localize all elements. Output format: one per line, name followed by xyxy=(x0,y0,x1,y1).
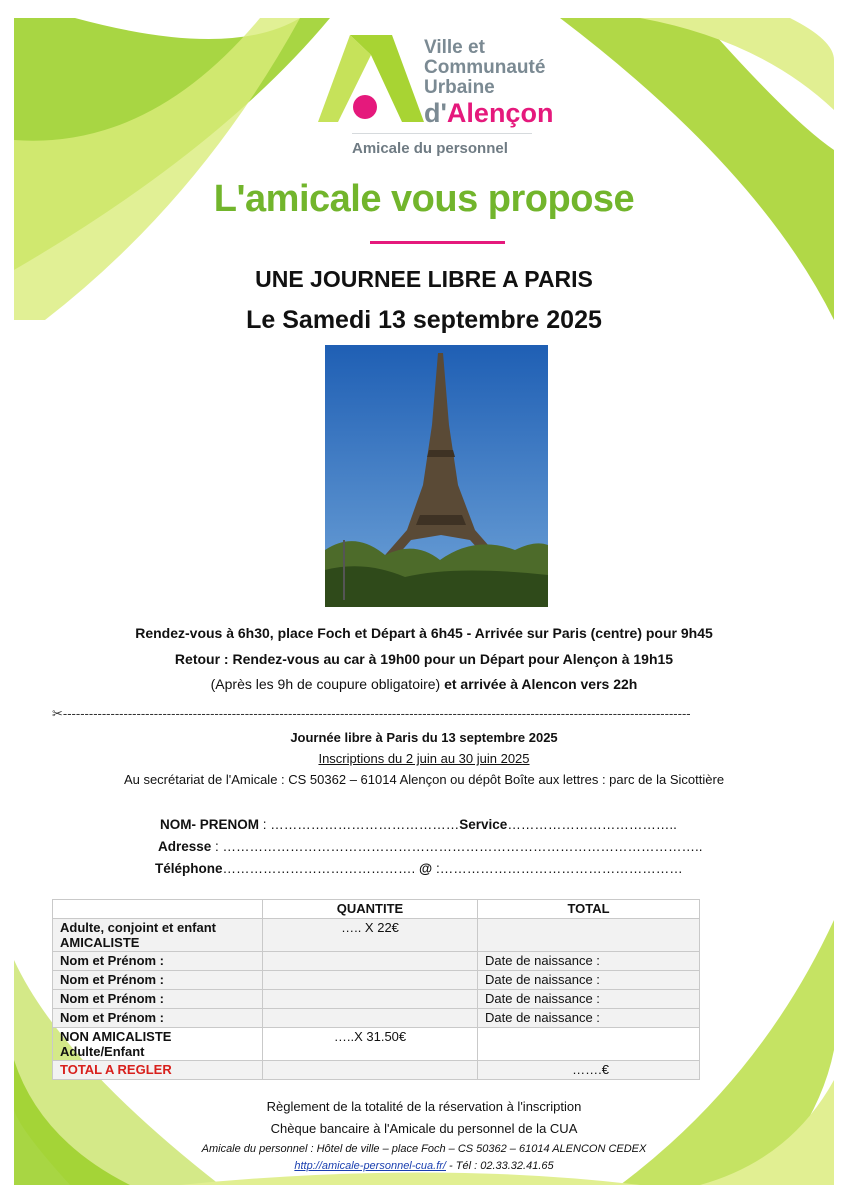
table-header-total: TOTAL xyxy=(478,900,700,919)
person-name-field[interactable] xyxy=(263,990,478,1009)
person-name-field[interactable] xyxy=(263,971,478,990)
non-amicaliste-total[interactable] xyxy=(478,1028,700,1061)
logo-line-1: Ville et xyxy=(424,37,485,58)
amicaliste-label xyxy=(53,919,263,952)
payment-note-1: Règlement de la totalité de la réservation à l'inscription xyxy=(266,1099,582,1114)
logo-line-3: Urbaine xyxy=(424,77,495,98)
cut-line: ✂------------------------------------------------------------------------------------------------------------------------------------------------- xyxy=(52,706,691,721)
event-date: Le Samedi 13 septembre 2025 xyxy=(246,306,602,334)
person-birth-label[interactable]: Date de naissance : xyxy=(478,952,700,971)
logo-subtitle: Amicale du personnel xyxy=(352,140,508,157)
table-row-total xyxy=(53,1061,700,1080)
person-birth-label[interactable]: Date de naissance : xyxy=(478,971,700,990)
person-name-label: Nom et Prénom : xyxy=(53,952,263,971)
contact-web-phone xyxy=(0,1160,848,1172)
phone-field[interactable]: ……………………………………. xyxy=(222,861,420,876)
table-header-quantity: QUANTITE xyxy=(263,900,478,919)
name-label: NOM- PRENOM xyxy=(160,817,259,832)
table-row xyxy=(53,971,700,990)
logo-text xyxy=(424,38,553,128)
event-title: UNE JOURNEE LIBRE A PARIS xyxy=(255,266,593,292)
details-line-3 xyxy=(0,676,848,692)
details-line-1: Rendez-vous à 6h30, place Foch et Départ à 6h45 - Arrivée sur Paris (centre) pour 9h45 xyxy=(135,625,713,641)
address-field[interactable]: : …………………………………………………………………………………………….. xyxy=(211,839,703,854)
total-label: TOTAL A REGLER xyxy=(53,1061,263,1080)
table-row-non-amicaliste xyxy=(53,1028,700,1061)
amicaliste-quantity[interactable]: ….. X 22€ xyxy=(263,919,478,952)
website-link[interactable]: http://amicale-personnel-cua.fr/ xyxy=(294,1160,446,1172)
logo-prefix: d' xyxy=(424,98,447,128)
person-birth-label[interactable]: Date de naissance : xyxy=(478,1009,700,1028)
logo-line-2: Communauté xyxy=(424,57,546,78)
total-empty xyxy=(263,1061,478,1080)
eiffel-tower-photo xyxy=(325,345,548,607)
person-name-label: Nom et Prénom : xyxy=(53,990,263,1009)
name-service-line xyxy=(160,817,677,832)
headline: L'amicale vous propose xyxy=(213,178,635,220)
bottom-center-swoosh xyxy=(180,1173,640,1186)
table-header-empty xyxy=(53,900,263,919)
person-name-label: Nom et Prénom : xyxy=(53,1009,263,1028)
table-row xyxy=(53,1009,700,1028)
phone-label: Téléphone xyxy=(155,861,223,876)
details-line-3-note: (Après les 9h de coupure obligatoire) xyxy=(210,676,441,692)
person-name-field[interactable] xyxy=(263,952,478,971)
address-line xyxy=(158,839,703,854)
pricing-table xyxy=(52,899,700,1080)
non-amicaliste-label-line-2: Adulte/Enfant xyxy=(60,1044,145,1059)
amicaliste-label-line-2: AMICALISTE xyxy=(60,935,140,950)
contact-phone: - Tél : 02.33.32.41.65 xyxy=(446,1160,554,1172)
logo-city-name: Alençon xyxy=(446,98,554,128)
details-line-3-arrival: et arrivée à Alencon vers 22h xyxy=(440,676,638,692)
person-name-label: Nom et Prénom : xyxy=(53,971,263,990)
name-field[interactable]: : …………………………………… xyxy=(259,817,460,832)
email-field[interactable]: :……………………………………………… xyxy=(432,861,683,876)
table-row xyxy=(53,952,700,971)
payment-note-2: Chèque bancaire à l'Amicale du personnel de la CUA xyxy=(270,1121,578,1136)
amicaliste-total[interactable] xyxy=(478,919,700,952)
phone-email-line xyxy=(155,861,683,876)
headline-underline xyxy=(370,241,505,244)
table-row xyxy=(53,990,700,1009)
non-amicaliste-label-line-1: NON AMICALISTE xyxy=(60,1029,172,1044)
registration-period: Inscriptions du 2 juin au 30 juin 2025 xyxy=(318,751,530,766)
non-amicaliste-label xyxy=(53,1028,263,1061)
logo-divider xyxy=(352,133,532,134)
amicaliste-label-line-1: Adulte, conjoint et enfant xyxy=(60,920,216,935)
registration-title: Journée libre à Paris du 13 septembre 2025 xyxy=(290,730,558,745)
non-amicaliste-quantity[interactable]: …..X 31.50€ xyxy=(263,1028,478,1061)
alencon-logo-mark xyxy=(318,30,424,125)
details-line-2: Retour : Rendez-vous au car à 19h00 pour un Départ pour Alençon à 19h15 xyxy=(174,651,674,667)
person-name-field[interactable] xyxy=(263,1009,478,1028)
logo-line-4 xyxy=(424,98,553,128)
table-header-row xyxy=(53,900,700,919)
contact-address: Amicale du personnel : Hôtel de ville – place Foch – CS 50362 – 61014 ALENCON CEDEX xyxy=(201,1143,647,1155)
email-label: @ xyxy=(419,861,433,876)
total-value[interactable]: …….€ xyxy=(478,1061,700,1080)
address-label: Adresse xyxy=(158,839,212,854)
table-row-amicaliste xyxy=(53,919,700,952)
registration-address: Au secrétariat de l'Amicale : CS 50362 – 61014 Alençon ou dépôt Boîte aux lettres : parc de la Sicottière xyxy=(123,772,725,787)
person-birth-label[interactable]: Date de naissance : xyxy=(478,990,700,1009)
service-field[interactable]: ……………………………….. xyxy=(507,817,677,832)
service-label: Service xyxy=(459,817,508,832)
